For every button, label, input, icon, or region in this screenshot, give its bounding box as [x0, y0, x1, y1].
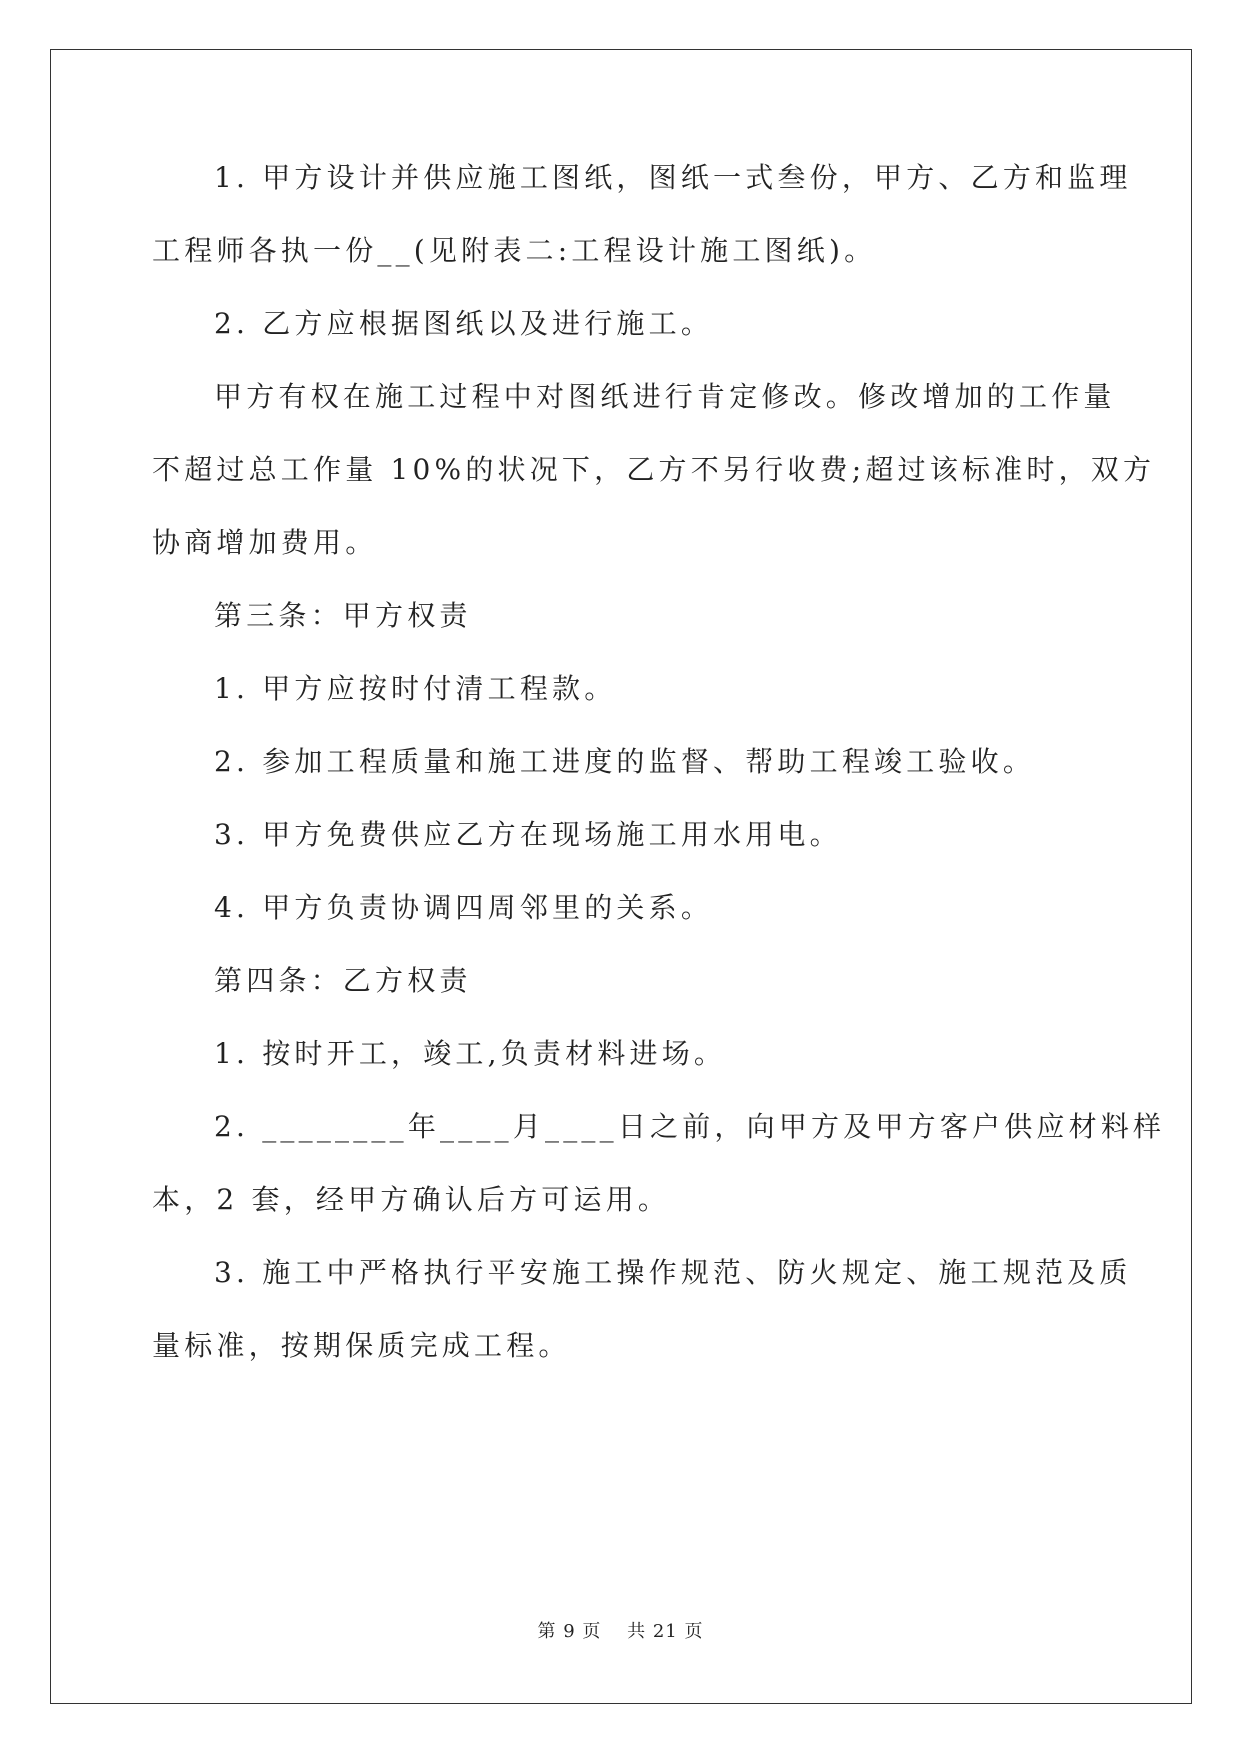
paragraph-line: 3. 施工中严格执行平安施工操作规范、防火规定、施工规范及质: [214, 1256, 1132, 1289]
paragraph-line: 甲方有权在施工过程中对图纸进行肯定修改。修改增加的工作量: [214, 380, 1116, 413]
section-heading: 第四条：乙方权责: [214, 964, 472, 997]
paragraph-line: 1. 甲方应按时付清工程款。: [214, 672, 617, 705]
paragraph-line: 不超过总工作量 10%的状况下，乙方不另行收费;超过该标准时，双方: [152, 453, 1156, 486]
paragraph-line: 协商增加费用。: [152, 526, 378, 559]
paragraph-line: 2. ________年____月____日之前，向甲方及甲方客户供应材料样: [214, 1110, 1166, 1143]
page-border: [50, 49, 1192, 1704]
page-number-footer: 第 9 页 共 21 页: [537, 1621, 704, 1642]
paragraph-line: 2. 乙方应根据图纸以及进行施工。: [214, 307, 714, 340]
paragraph-line: 2. 参加工程质量和施工进度的监督、帮助工程竣工验收。: [214, 745, 1036, 778]
section-heading: 第三条：甲方权责: [214, 599, 472, 632]
paragraph-line: 量标准，按期保质完成工程。: [152, 1329, 571, 1362]
paragraph-line: 工程师各执一份__(见附表二:工程设计施工图纸)。: [152, 234, 877, 267]
paragraph-line: 1. 按时开工，竣工,负责材料进场。: [214, 1037, 727, 1070]
paragraph-line: 4. 甲方负责协调四周邻里的关系。: [214, 891, 714, 924]
paragraph-line: 本，2 套，经甲方确认后方可运用。: [152, 1183, 671, 1216]
paragraph-line: 1. 甲方设计并供应施工图纸，图纸一式叁份，甲方、乙方和监理: [214, 161, 1132, 194]
paragraph-line: 3. 甲方免费供应乙方在现场施工用水用电。: [214, 818, 842, 851]
